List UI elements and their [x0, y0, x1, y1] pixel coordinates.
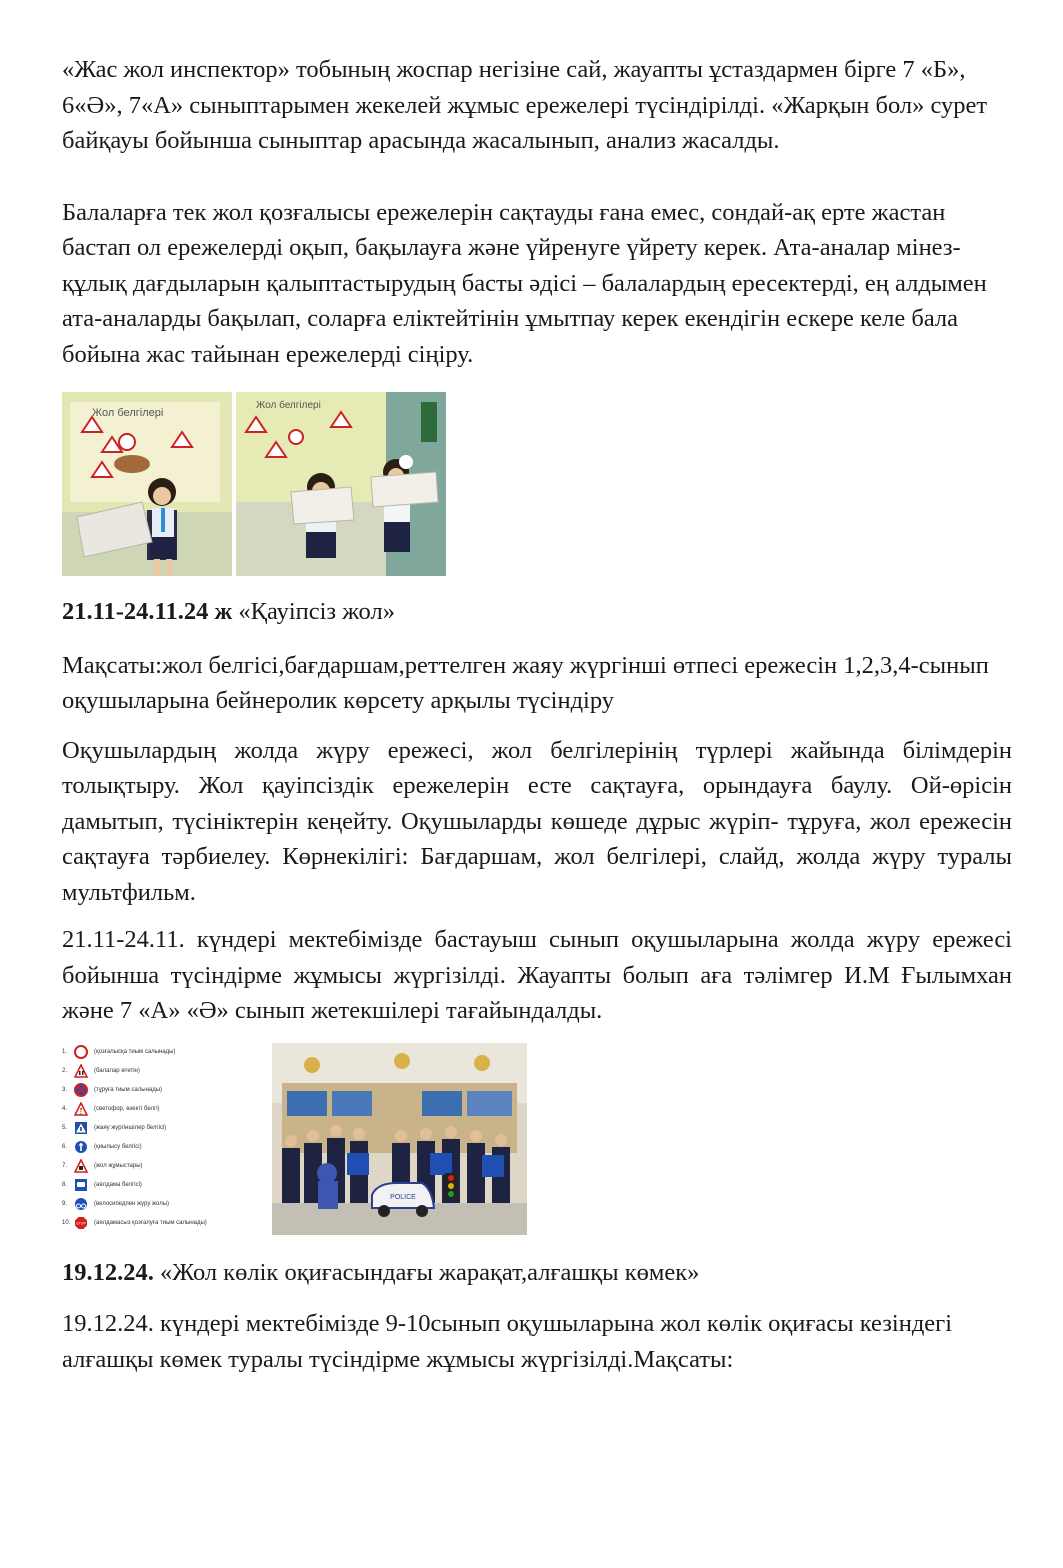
- sign-list-item: [62, 1176, 262, 1195]
- sign-number: 5.: [62, 1125, 68, 1131]
- section2-heading: [62, 1255, 1012, 1291]
- sign-caption: (аялдамасыз қозғалуға тиым салынады): [94, 1220, 207, 1226]
- sign-number: 10.: [62, 1220, 71, 1226]
- children-crossing-sign-icon: [74, 1064, 88, 1078]
- section1-heading: [62, 594, 1012, 630]
- sign-caption: (қозғалысқа тиым салынады): [94, 1049, 176, 1055]
- section1-report: 21.11-24.11. күндері мектебімізде бастауыш сынып оқушыларына жолда жүру ережесі бойынша түсіндірме жұмысы жүргізілді. Жауапты болып аға тәлімгер И.М Ғылымхан және 7 «А» «Ә» сынып жетекшілері тағайындалды.: [62, 926, 1012, 1024]
- sign-number: 1.: [62, 1049, 68, 1055]
- sign-caption: (жол жұмыстары): [94, 1163, 143, 1169]
- sign-caption: (қиылысу белгісі): [94, 1144, 142, 1150]
- sign-list-item: [62, 1214, 262, 1233]
- bus-stop-sign-icon: [74, 1178, 88, 1192]
- slide-title-text: Жол белгілері: [92, 407, 164, 419]
- sign-caption: (балалар өтетін): [94, 1068, 140, 1074]
- sign-number: 3.: [62, 1087, 68, 1093]
- sign-caption: (аялдама белгісі): [94, 1182, 142, 1188]
- sign-caption: (светофор, өзекті белгі): [94, 1106, 160, 1112]
- section2-title: «Жол көлік оқиғасындағы жарақат,алғашқы көмек»: [153, 1258, 700, 1286]
- sign-list-item: [62, 1138, 262, 1157]
- section1-date: 21.11-24.11.24 ж: [62, 598, 233, 625]
- photo-two-girls-with-drawings: [236, 392, 446, 576]
- sign-caption: (велосипедпен жүру жолы): [94, 1201, 170, 1207]
- pedestrian-crossing-sign-icon: [74, 1121, 88, 1135]
- sign-number: 4.: [62, 1106, 68, 1112]
- sign-number: 2.: [62, 1068, 68, 1074]
- photo-row-drawing-contest: [62, 392, 1012, 576]
- photo-girl-with-drawing: [62, 392, 232, 576]
- sign-number: 9.: [62, 1201, 68, 1207]
- section2-date: 19.12.24.: [62, 1258, 154, 1286]
- no-entry-sign-icon: [74, 1045, 88, 1059]
- sign-list-item: [62, 1062, 262, 1081]
- section1-goal: Мақсаты:жол белгісі,бағдаршам,реттелген жаяу жүргінші өтпесі ережесін 1,2,3,4-сынып оқушыларына бейнеролик көрсету арқылы түсіндіру: [62, 651, 989, 714]
- road-signs-list: [62, 1043, 262, 1233]
- bicycle-path-sign-icon: [74, 1197, 88, 1211]
- section2-body: 19.12.24. күндері мектебімізде 9-10сынып оқушыларына жол көлік оқиғасы кезіндегі алғашқы көмек туралы түсіндірме жұмысы жүргізілді.Мақсаты:: [62, 1310, 953, 1373]
- photo-row-road-signs: [62, 1043, 1012, 1235]
- document-page: [62, 52, 1012, 1377]
- section1-body: Оқушылардың жолда жүру ережесі, жол белгілерінің түрлері жайында білімдерін толықтыру. Жол қауіпсіздік ережелерін есте сақтауға, орындауға баулу. Ой-өрісін дамытып, түсініктерін кеңейту. Оқушыларды көшеде дұрыс жүріп- тұруға, жол ережесін сақтауға тәрбиелеу. Көрнекілігі: Бағдаршам, жол белгілері, слайд, жолда жүру туралы мультфильм.: [62, 736, 1012, 906]
- sign-list-item: [62, 1081, 262, 1100]
- no-stopping-sign-icon: [74, 1083, 88, 1097]
- straight-only-sign-icon: [74, 1140, 88, 1154]
- sign-list-item: [62, 1100, 262, 1119]
- sign-list-item: [62, 1043, 262, 1062]
- sign-caption: (жаяу жүргіншілер белгісі): [94, 1125, 167, 1131]
- sign-list-item: [62, 1119, 262, 1138]
- sign-number: 7.: [62, 1163, 68, 1169]
- sign-caption: (тұруға тиым салынады): [94, 1087, 163, 1093]
- photo-students-with-road-signs: [272, 1043, 527, 1235]
- police-car-text: POLICE: [390, 1193, 416, 1201]
- slide-title-text-2: Жол белгілері: [256, 400, 321, 411]
- sign-list-item: [62, 1195, 262, 1214]
- sign-list-item: [62, 1157, 262, 1176]
- stop-sign-icon: [74, 1216, 88, 1230]
- stop-sign-text: STOP: [76, 1221, 86, 1226]
- traffic-light-warning-sign-icon: [74, 1102, 88, 1116]
- section1-title: «Қауіпсіз жол»: [232, 598, 395, 625]
- sign-number: 8.: [62, 1182, 68, 1188]
- road-works-sign-icon: [74, 1159, 88, 1173]
- paragraph-inspector-group: «Жас жол инспектор» тобының жоспар негізіне сай, жауапты ұстаздармен бірге 7 «Б», 6«Ә», 7«А» сыныптарымен жекелей жұмыс ережелері түсіндірілді. «Жарқын бол» сурет байқауы бойынша сыныптар арасында жасалынып, анализ жасалды.: [62, 56, 988, 154]
- paragraph-parents-role: Балаларға тек жол қозғалысы ережелерін сақтауды ғана емес, сондай-ақ ерте жастан бастап ол ережелерді оқып, бақылауға және үйренуге үйрету керек. Ата-аналар мінез-құлық дағдыларын қалыптастырудың басты әдісі – балалардың ересектерді, ең алдымен ата-аналарды бақылап, соларға еліктейтінін ұмытпау керек екендігін ескере келе бала бойына жас тайынан ережелерді сіңіру.: [62, 198, 987, 368]
- sign-number: 6.: [62, 1144, 68, 1150]
